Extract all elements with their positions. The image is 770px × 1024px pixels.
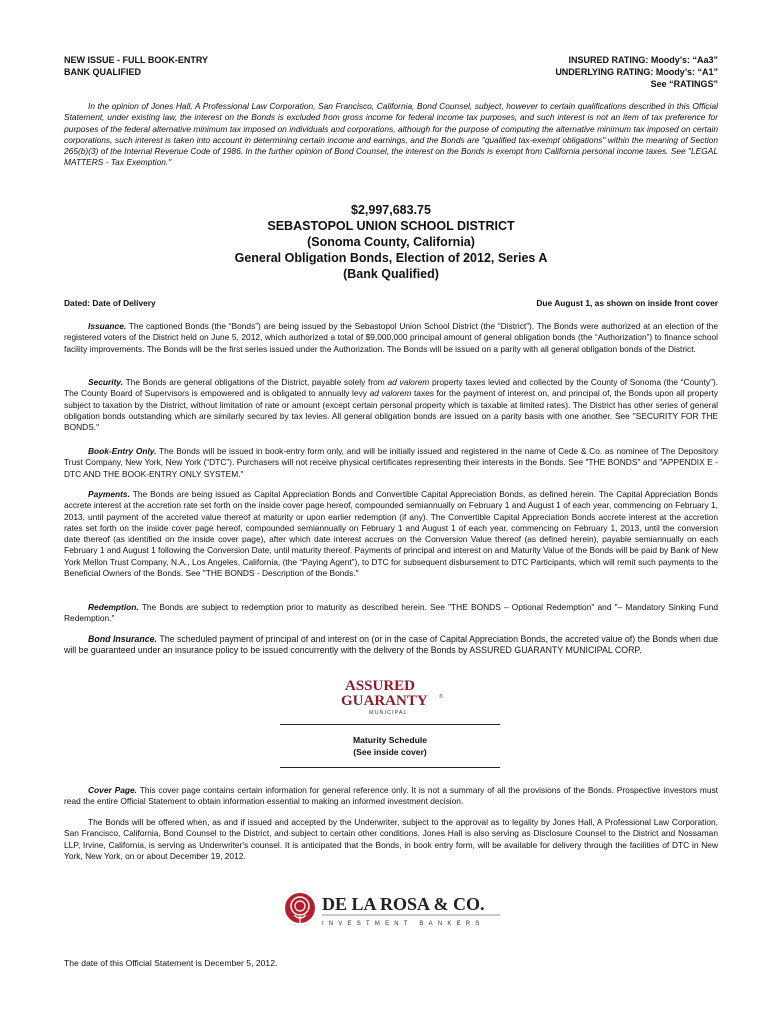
logo-line3: MUNICIPAL (369, 710, 408, 716)
security-italic-1: ad valorem (387, 377, 430, 387)
offering-paragraph: The Bonds will be offered when, as and if issued and accepted by the Underwriter, subject to the approval as to legality by Jones Hall, A Professional Law Corporation, San Francisco, California, Bond Counsel to the District, and subject to certain other conditions. Jones Hall is also serving as Disclosure Counsel to the District and Nossaman LLP, Irvine, California, is serving as Underwriter's counsel. It is anticipated that the Bonds, in book entry form, will be available for delivery through the facilities of DTC in New York, New York, on or about December 19, 2012. (64, 817, 718, 861)
divider-top (280, 724, 500, 725)
bookentry-paragraph (64, 446, 718, 480)
divider-bottom (280, 767, 500, 768)
issuer-county: (Sonoma County, California) (307, 235, 475, 249)
bank-qualified: (Bank Qualified) (343, 267, 439, 281)
bookentry-text: The Bonds will be issued in book-entry form only, and will be initially issued and registered in the name of Cede & Co. as nominee of The Depository Trust Company, New York, New York (“DTC”). Purchasers will not receive physical certificates representing their interests in the Bonds. See "THE BONDS" and "APPENDIX E - DTC AND THE BOOK-ENTRY ONLY SYSTEM." (64, 446, 719, 479)
security-text-b: property taxes levied and collected by the County of Sonoma (the “County”). The County Board of Supervisors is empowered and is obligated to annually levy (64, 377, 719, 399)
maturity-schedule (280, 734, 500, 758)
legal-opinion: In the opinion of Jones Hall, A Professional Law Corporation, San Francisco, California, Bond Counsel, subject, however to certain qualifications described in this Official Statement, under existing law, the interest on the Bonds is excluded from gross income for federal income tax purposes, and such interest is not an item of tax preference for purposes of the federal alternative minimum tax imposed on individuals and corporations, although for the purpose of computing the alternative minimum tax imposed on certain corporations, such interest is taken into account in determining certain income and earnings, and the Bonds are "qualified tax-exempt obligations" within the meaning of Section 265(b)(3) of the Internal Revenue Code of 1986. In the further opinion of Bond Counsel, the interest on the Bonds is exempt from California personal income taxes. See "LEGAL MATTERS - Tax Exemption." (64, 101, 718, 168)
header-right (418, 54, 718, 90)
issuance-heading: Issuance. (88, 321, 127, 331)
payments-text: The Bonds are being issued as Capital Appreciation Bonds and Convertible Capital Appreciation Bonds, as defined herein. The Capital Appreciation Bonds accrete interest at the accretion rate set forth on the inside cover page hereof, compounded semiannually on February 1 and August 1 of each year, commencing on February 1, 2013, until payment of the accreted value thereof at maturity or upon earlier redemption (if any). The Convertible Capital Appreciation Bonds accrete interest at the accretion rates set forth on the inside cover page hereof, compounded semiannually on February 1 and August 1 of each year, commencing on February 1, 2013, until the conversion date thereof (as identified on the inside cover page), after which date interest accrues on the Conversion Value thereof (as defined herein), payable semiannually on each February 1 and August 1 following the Conversion Date, until maturity thereof. Payments of principal and interest on and Maturity Value of the Bonds will be paid by Bank of New York Mellon Trust Company, N.A., Los Angeles, California, (the “Paying Agent”), to DTC for subsequent disbursement to DTC Participants, which will remit such payments to the Beneficial Owners of the Bonds. See "THE BONDS - Description of the Bonds." (64, 489, 718, 579)
logo-line2: GUARANTY (341, 693, 428, 709)
cover-heading: Cover Page. (88, 785, 137, 795)
dated-label: Dated: Date of Delivery (64, 298, 156, 308)
due-label: Due August 1, as shown on inside front cover (536, 298, 718, 308)
logo-line1: ASSURED (345, 678, 416, 694)
statement-date: The date of this Official Statement is December 5, 2012. (64, 958, 278, 968)
maturity-subtitle: (See inside cover) (353, 747, 427, 757)
bond-amount: $2,997,683.75 (351, 203, 431, 217)
dated-row (64, 298, 718, 308)
insured-rating: INSURED RATING: Moody’s: “Aa3” (568, 55, 718, 65)
redemption-heading: Redemption. (88, 602, 139, 612)
de-la-rosa-logo (282, 888, 512, 932)
redemption-text: The Bonds are subject to redemption prior to maturity as described herein. See "THE BONDS – Optional Redemption" and "– Mandatory Sinking Fund Redemption." (64, 602, 718, 624)
title-block (64, 202, 718, 282)
security-text-c: taxes for the payment of interest on, and principal of, the Bonds upon all property subject to taxation by the District, without limitation of rate or amount (except certain personal property which is taxable at limited rates). The District has other series of general obligation bonds outstanding which are similarly secured by tax levies. All general obligation bonds are issued on a parity basis with one another. See "SECURITY FOR THE BONDS." (64, 388, 718, 433)
bank-qualified-label: BANK QUALIFIED (64, 67, 141, 77)
security-italic-2: ad valorem (369, 388, 412, 399)
security-text-a: The Bonds are general obligations of the District, payable solely from (123, 377, 388, 387)
underwriter-tagline: INVESTMENT BANKERS (322, 921, 485, 927)
security-paragraph (64, 377, 718, 433)
maturity-title: Maturity Schedule (352, 735, 428, 745)
insurance-paragraph (64, 634, 718, 657)
redemption-paragraph (64, 602, 718, 625)
cover-text: This cover page contains certain information for general reference only. It is not a summary of all the provisions of the Bonds. Prospective investors must read the entire Official Statement to obtain information essential to making an informed investment decision. (64, 785, 718, 807)
bond-series: General Obligation Bonds, Election of 2012, Series A (234, 251, 548, 265)
underlying-rating: UNDERLYING RATING: Moody’s: “A1” (555, 67, 718, 77)
issuer-name: SEBASTOPOL UNION SCHOOL DISTRICT (267, 219, 515, 233)
issue-type: NEW ISSUE - FULL BOOK-ENTRY (64, 55, 208, 65)
assured-guaranty-logo-art (340, 676, 450, 716)
registered-mark: ® (439, 694, 443, 700)
ratings-reference: See “RATINGS” (650, 79, 718, 89)
underwriter-name: DE LA ROSA & CO. (322, 894, 485, 914)
insurance-heading: Bond Insurance. (88, 634, 157, 644)
insurance-text: The scheduled payment of principal of and interest on (or in the case of Capital Appreciation Bonds, the accreted value of) the Bonds when due will be guaranteed under an insurance policy to be issued concurrently with the delivery of the Bonds by ASSURED GUARANTY MUNICIPAL CORP. (64, 634, 718, 656)
issuance-paragraph (64, 321, 718, 355)
cover-paragraph (64, 785, 718, 808)
de-la-rosa-logo-art (282, 888, 512, 932)
bookentry-heading: Book-Entry Only. (88, 446, 157, 456)
header-left (64, 54, 364, 78)
payments-paragraph (64, 489, 718, 579)
payments-heading: Payments. (88, 489, 130, 499)
assured-guaranty-logo (340, 676, 450, 716)
issuance-text: The captioned Bonds (the “Bonds”) are being issued by the Sebastopol Union School District (the “District”). The Bonds were authorized at an election of the registered voters of the District held on June 5, 2012, which authorized a total of $9,000,000 principal amount of general obligation bonds (the “Authorization”) to finance school facility improvements. The Bonds will be the first series issued under the Authorization. The Bonds will be issued on a parity with all general obligation bonds of the District. (64, 321, 718, 354)
rose-icon (285, 893, 315, 923)
security-heading: Security. (88, 377, 124, 387)
